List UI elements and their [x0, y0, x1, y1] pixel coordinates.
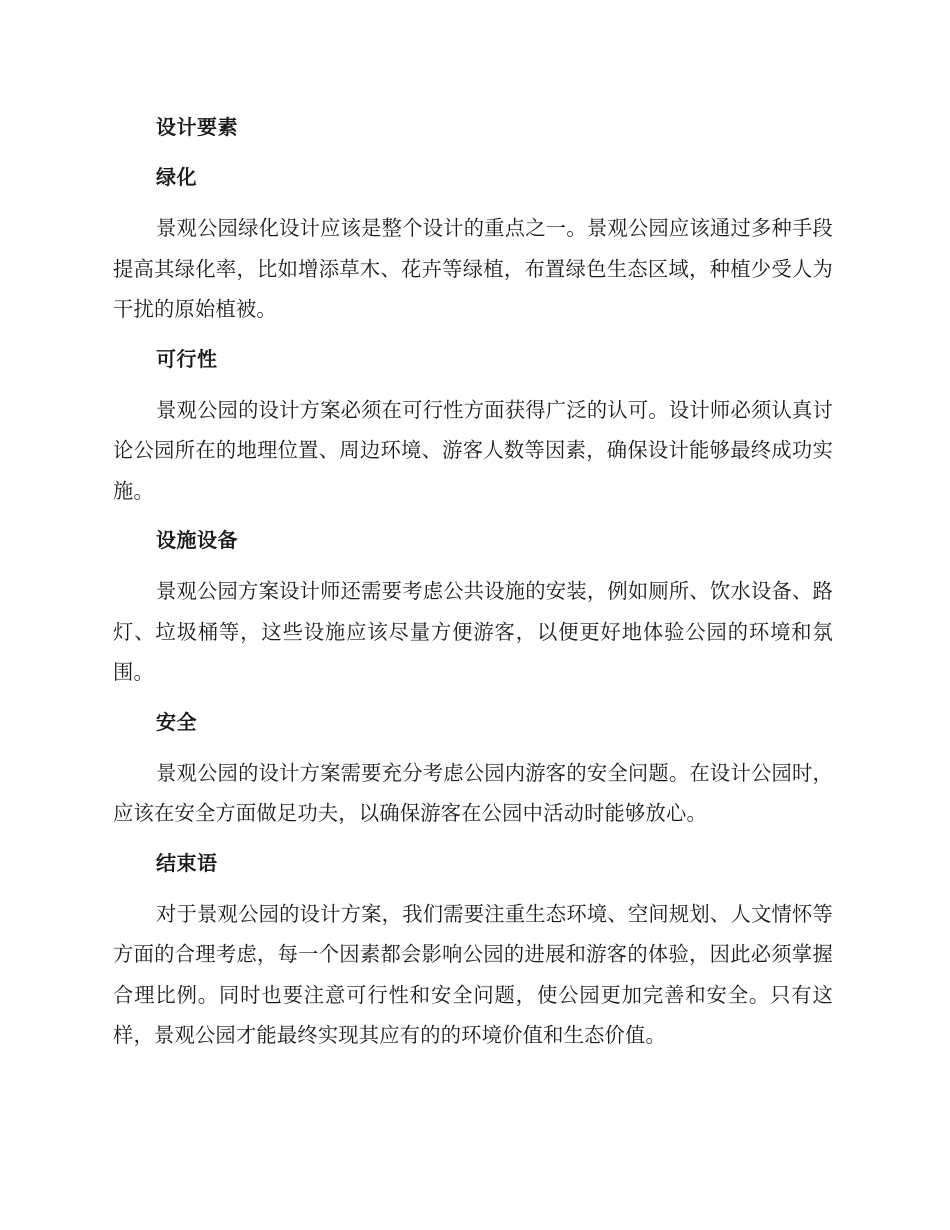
- section-heading-greening: 绿化: [156, 165, 197, 189]
- paragraph-greening: 景观公园绿化设计应该是整个设计的重点之一。景观公园应该通过多种手段提高其绿化率，比如增添草木、花卉等绿植，布置绿色生态区域，种植少受人为干扰的原始植被。: [113, 216, 833, 321]
- section-heading-safety: 安全: [156, 709, 197, 734]
- paragraph-conclusion: 对于景观公园的设计方案，我们需要注重生态环境、空间规划、人文情怀等方面的合理考虑，每一个因素都会影响公园的进展和游客的体验，因此必须掌握合理比例。同时也要注意可行性和安全问题，使公园更加完善和安全。只有这样，景观公园才能最终实现其应有的的环境价值和生态价值。: [113, 901, 833, 1047]
- section-heading-feasibility: 可行性: [156, 346, 218, 371]
- paragraph-facilities: 景观公园方案设计师还需要考虑公共设施的安装，例如厕所、饮水设备、路灯、垃圾桶等，这些设施应该尽量方便游客，以便更好地体验公园的环境和氛围。: [113, 579, 833, 684]
- section-heading-conclusion: 结束语: [156, 850, 218, 875]
- document-page: [113, 108, 833, 1056]
- paragraph-safety: 景观公园的设计方案需要充分考虑公园内游客的安全问题。在设计公园时，应该在安全方面做足功夫，以确保游客在公园中活动时能够放心。: [113, 760, 833, 825]
- paragraph-feasibility: 景观公园的设计方案必须在可行性方面获得广泛的认可。设计师必须认真讨论公园所在的地理位置、周边环境、游客人数等因素，确保设计能够最终成功实施。: [113, 397, 833, 503]
- section-heading-facilities: 设施设备: [156, 528, 238, 552]
- section-heading-design-elements: 设计要素: [156, 115, 238, 139]
